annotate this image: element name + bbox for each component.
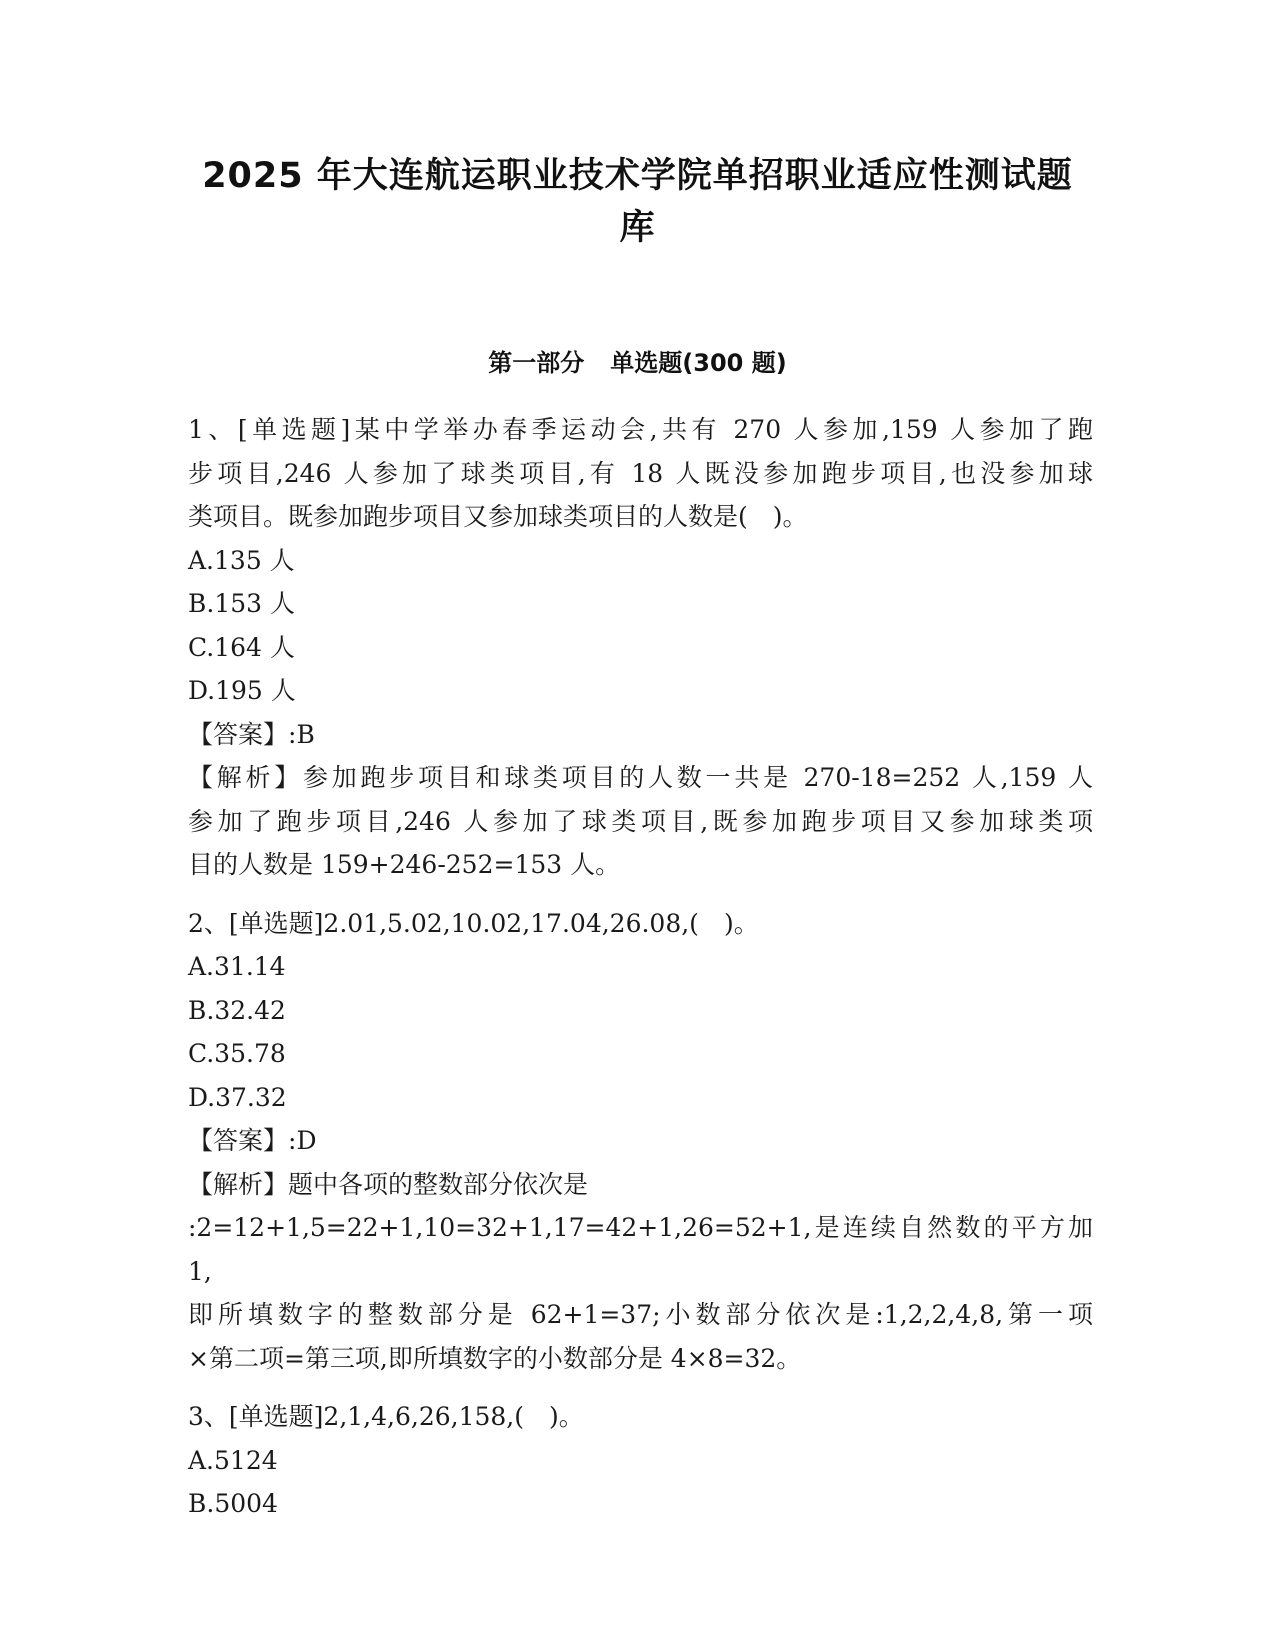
analysis-label: 【解析】	[188, 763, 304, 792]
option-a: A.5124	[188, 1445, 278, 1475]
analysis-line: 即所填数字的整数部分是 62+1=37;小数部分依次是:1,2,2,4,8,第一项	[188, 1300, 1093, 1329]
option-a: A.135 人	[188, 545, 295, 575]
option-b: B.32.42	[188, 995, 286, 1025]
option-a: A.31.14	[188, 952, 286, 981]
analysis-row	[188, 1163, 1093, 1207]
analysis-line: 参加了跑步项目,246 人参加了球类项目,既参加跑步项目又参加球类项	[188, 806, 1093, 836]
section-name: 单选题(300 题)	[610, 349, 787, 377]
option-d: D.195 人	[188, 676, 296, 705]
question-stem-line: 1、[单选题]某中学举办春季运动会,共有 270 人参加,159 人参加了跑	[188, 415, 1093, 444]
analysis-line: ×第二项=第三项,即所填数字的小数部分是 4×8=32。	[188, 1343, 802, 1373]
document-title-line-1: 2025 年大连航运职业技术学院单招职业适应性测试题	[202, 156, 1073, 196]
question-1	[188, 408, 1093, 887]
analysis-row	[188, 756, 1093, 800]
answer-value: D	[296, 1126, 317, 1155]
analysis-label: 【解析】	[188, 1169, 289, 1199]
question-2	[188, 902, 1093, 1381]
document-title	[150, 150, 1125, 254]
analysis-line: :2=12+1,5=22+1,10=32+1,17=42+1,26=52+1,是连续自然数的平方加 1,	[188, 1213, 1093, 1286]
option-c: C.164 人	[188, 632, 295, 662]
question-stem-line: 3、[单选题]2,1,4,6,26,158,( )。	[188, 1402, 584, 1431]
option-c: C.35.78	[188, 1039, 286, 1068]
answer-row	[188, 1119, 1093, 1163]
option-d: D.37.32	[188, 1082, 287, 1112]
section-part: 第一部分	[488, 349, 585, 377]
question-3	[188, 1395, 1093, 1526]
answer-label: 【答案】:	[188, 719, 297, 749]
answer-row	[188, 713, 1093, 757]
analysis-line: 目的人数是 159+246-252=153 人。	[188, 850, 621, 879]
section-heading	[150, 345, 1125, 381]
analysis-text: 参加跑步项目和球类项目的人数一共是 270-18=252 人,159 人	[303, 763, 1093, 792]
analysis-text: 题中各项的整数部分依次是	[288, 1169, 589, 1199]
option-b: B.5004	[188, 1489, 278, 1518]
question-stem-line: 2、[单选题]2.01,5.02,10.02,17.04,26.08,( )。	[188, 908, 759, 938]
question-stem-line: 类项目。既参加跑步项目又参加球类项目的人数是( )。	[188, 502, 808, 531]
document-title-line-2: 库	[619, 208, 656, 248]
question-stem-line: 步项目,246 人参加了球类项目,有 18 人既没参加跑步项目,也没参加球	[188, 458, 1093, 488]
answer-label: 【答案】:	[188, 1126, 297, 1155]
answer-value: B	[296, 719, 315, 749]
question-list	[188, 408, 1093, 1541]
option-b: B.153 人	[188, 589, 295, 618]
